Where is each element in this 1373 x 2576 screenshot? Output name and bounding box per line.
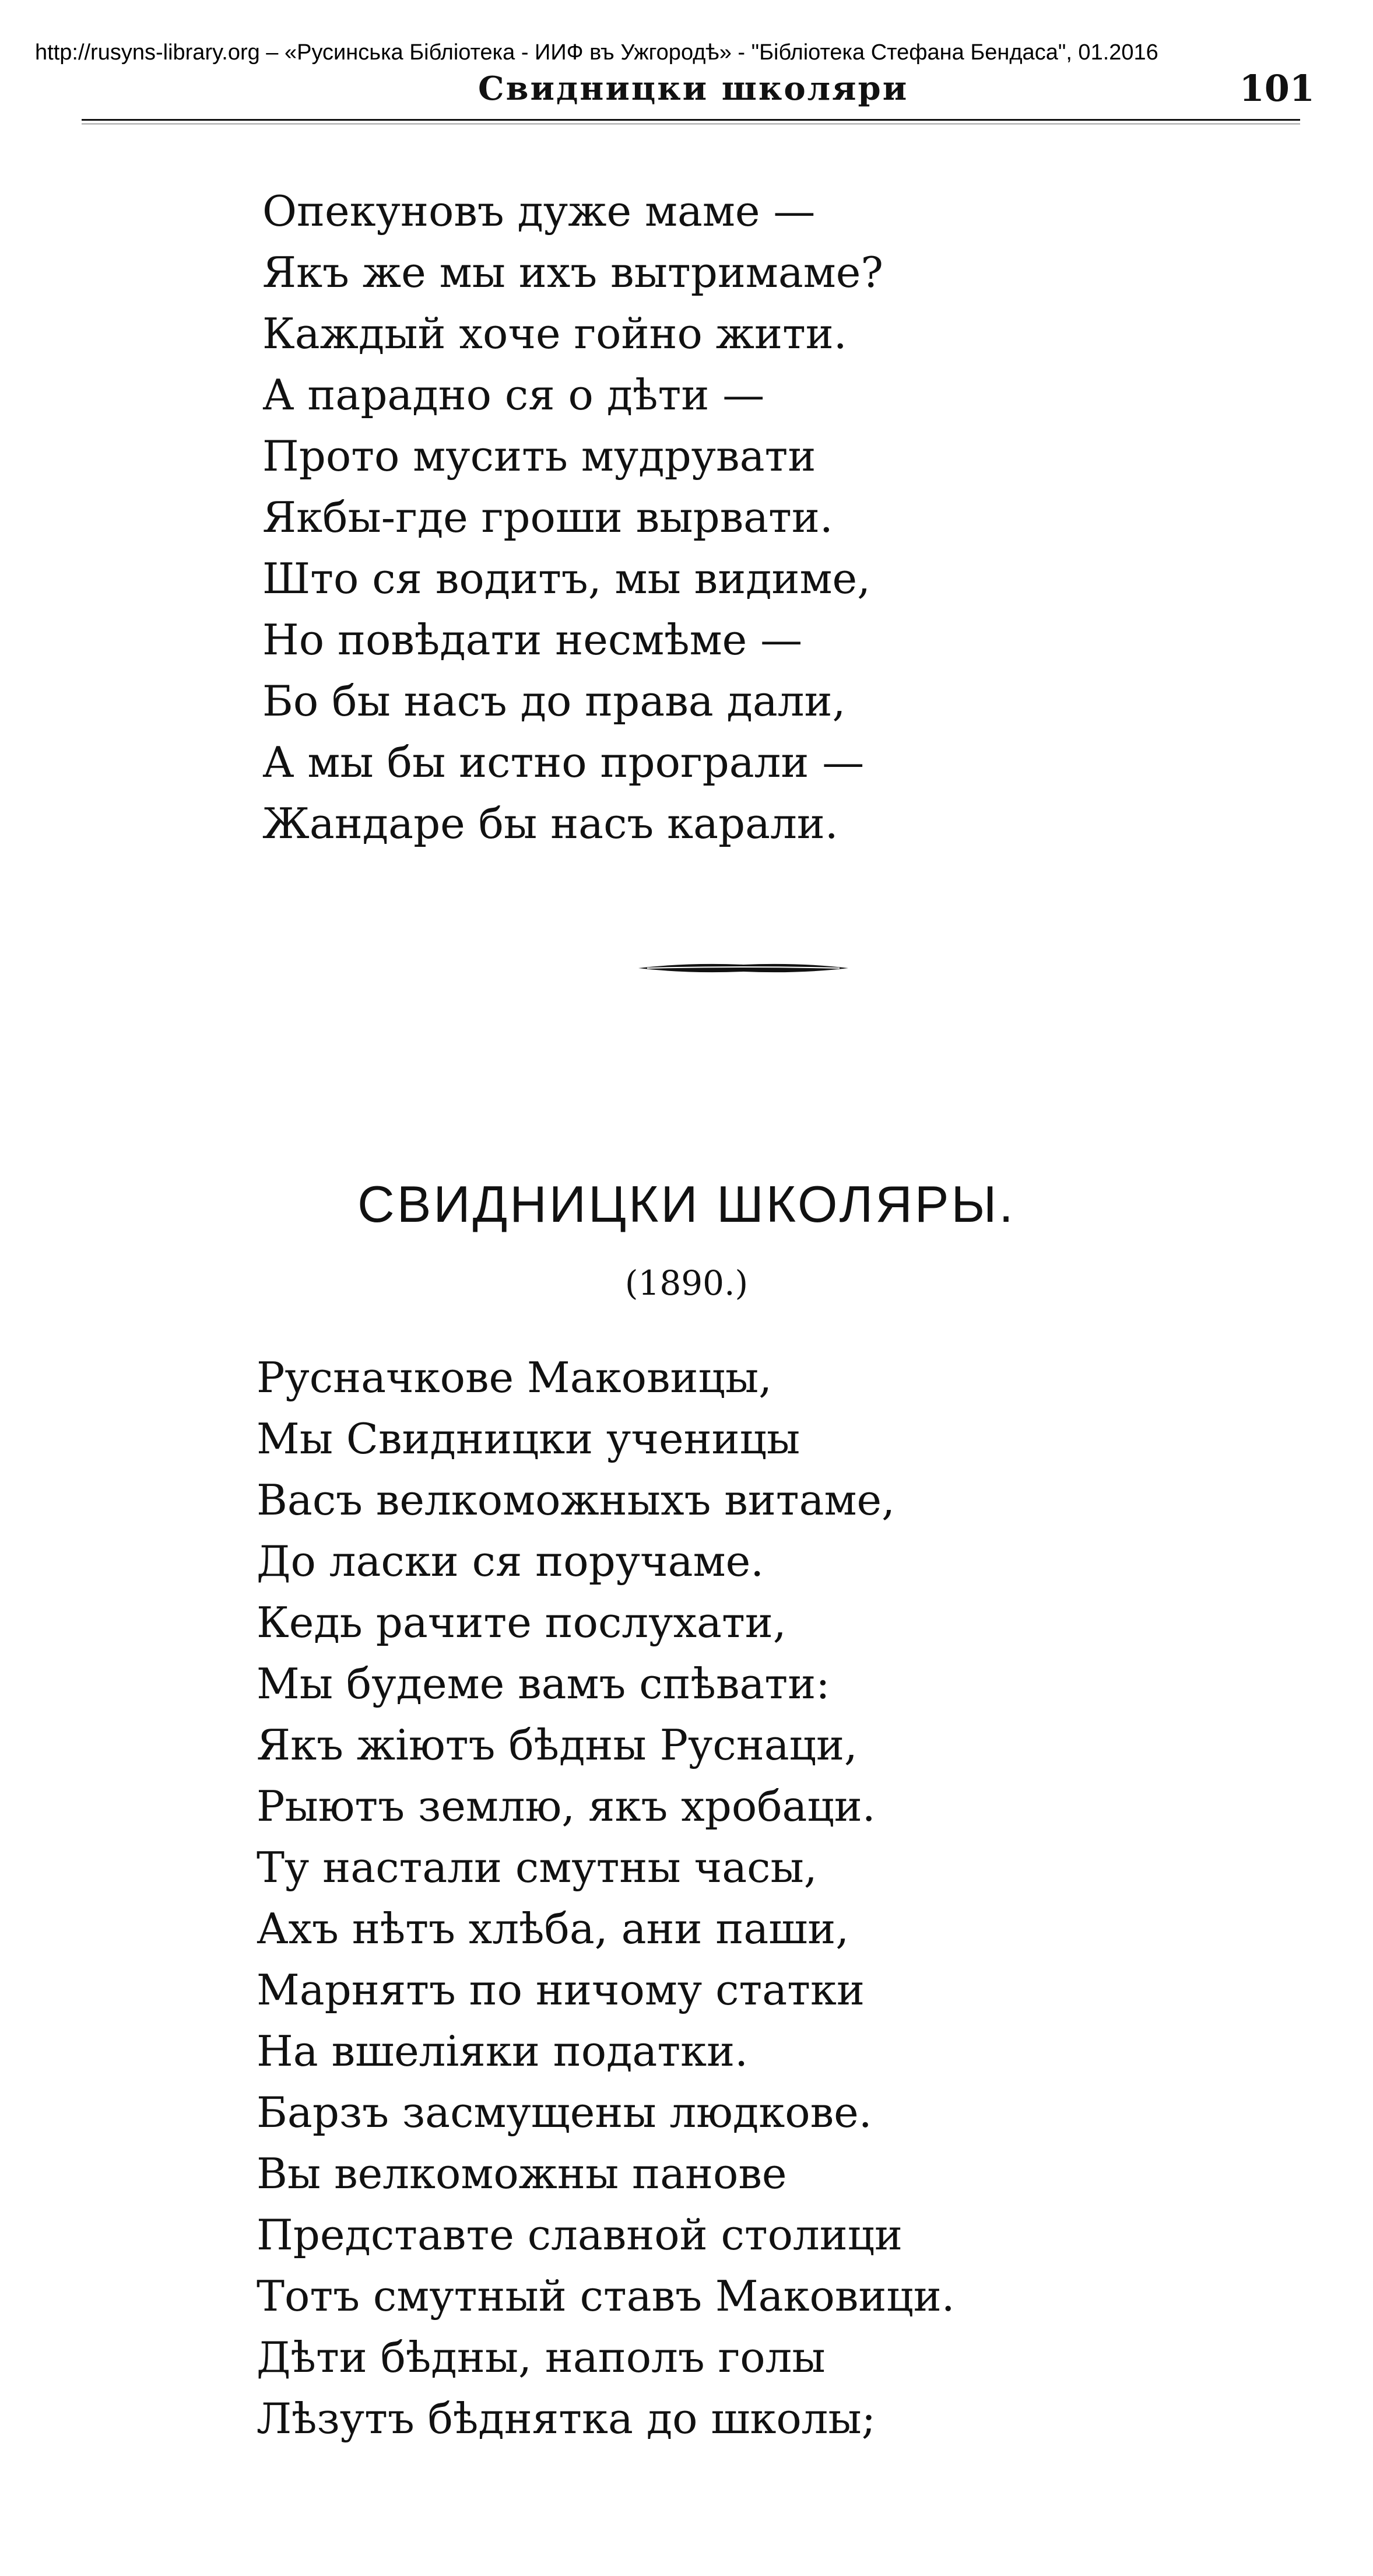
verse-line: Рыютъ землю, якъ хробаци. xyxy=(257,1782,876,1831)
verse-bottom xyxy=(257,1347,955,2449)
verse-line: Ту настали смутны часы, xyxy=(257,1843,817,1892)
verse-line: До ласки ся поручаме. xyxy=(257,1537,764,1586)
verse-line: Русначкове Маковицы, xyxy=(257,1353,772,1402)
verse-line: Якъ жіютъ бѣдны Руснаци, xyxy=(257,1720,858,1769)
verse-line: Тотъ смутный ставъ Маковици. xyxy=(257,2272,955,2321)
verse-line: Мы Свидницки ученицы xyxy=(257,1414,800,1463)
verse-line: Бо бы насъ до права дали, xyxy=(262,677,846,726)
running-title: Свидницки школяри xyxy=(478,69,909,108)
verse-line: Опекуновъ дуже маме — xyxy=(262,187,816,236)
verse-line: Вы велкоможны панове xyxy=(257,2149,787,2198)
verse-line: Якъ же мы ихъ вытримаме? xyxy=(262,248,883,297)
ornamental-divider xyxy=(635,956,851,980)
verse-line: Мы будеме вамъ спѣвати: xyxy=(257,1659,830,1708)
source-header: http://rusyns-library.org – «Русинська Бібліотека - ИИФ въ Ужгородѣ» - "Бібліотека Стефана Бендаса", 01.2016 xyxy=(35,40,1158,65)
verse-line: Кедь рачите послухати, xyxy=(257,1598,786,1647)
verse-line: Што ся водитъ, мы видиме, xyxy=(262,554,871,603)
verse-line: Марнятъ по ничому статки xyxy=(257,1965,865,2014)
verse-line: А мы бы истно програли — xyxy=(262,738,865,787)
verse-line: Ахъ нѣтъ хлѣба, ани паши, xyxy=(257,1904,849,1953)
verse-line: Представте славной столици xyxy=(257,2210,903,2259)
verse-line: Дѣти бѣдны, наполъ голы xyxy=(257,2333,826,2382)
verse-line: Жандаре бы насъ карали. xyxy=(262,799,838,848)
verse-top xyxy=(262,181,883,854)
verse-line: Якбы-где гроши вырвати. xyxy=(262,493,833,542)
section-year: (1890.) xyxy=(624,1263,749,1303)
running-head xyxy=(0,65,1373,112)
verse-line: Барзъ засмущены людкове. xyxy=(257,2088,872,2137)
verse-line: Лѣзутъ бѣднятка до школы; xyxy=(257,2394,876,2443)
verse-line: Прото мусить мудрувати xyxy=(262,432,816,481)
verse-line: А парадно ся о дѣти — xyxy=(262,370,765,419)
verse-line: Васъ велкоможныхъ витаме, xyxy=(257,1475,896,1524)
verse-line: Каждый хоче гойно жити. xyxy=(262,309,847,358)
verse-line: Но повѣдати несмѣме — xyxy=(262,615,803,664)
verse-line: На вшеліяки податки. xyxy=(257,2027,749,2076)
section-title: СВИДНИЦКИ ШКОЛЯРЫ. xyxy=(357,1175,1016,1233)
page-number: 101 xyxy=(1239,67,1315,110)
header-rule xyxy=(82,119,1300,121)
